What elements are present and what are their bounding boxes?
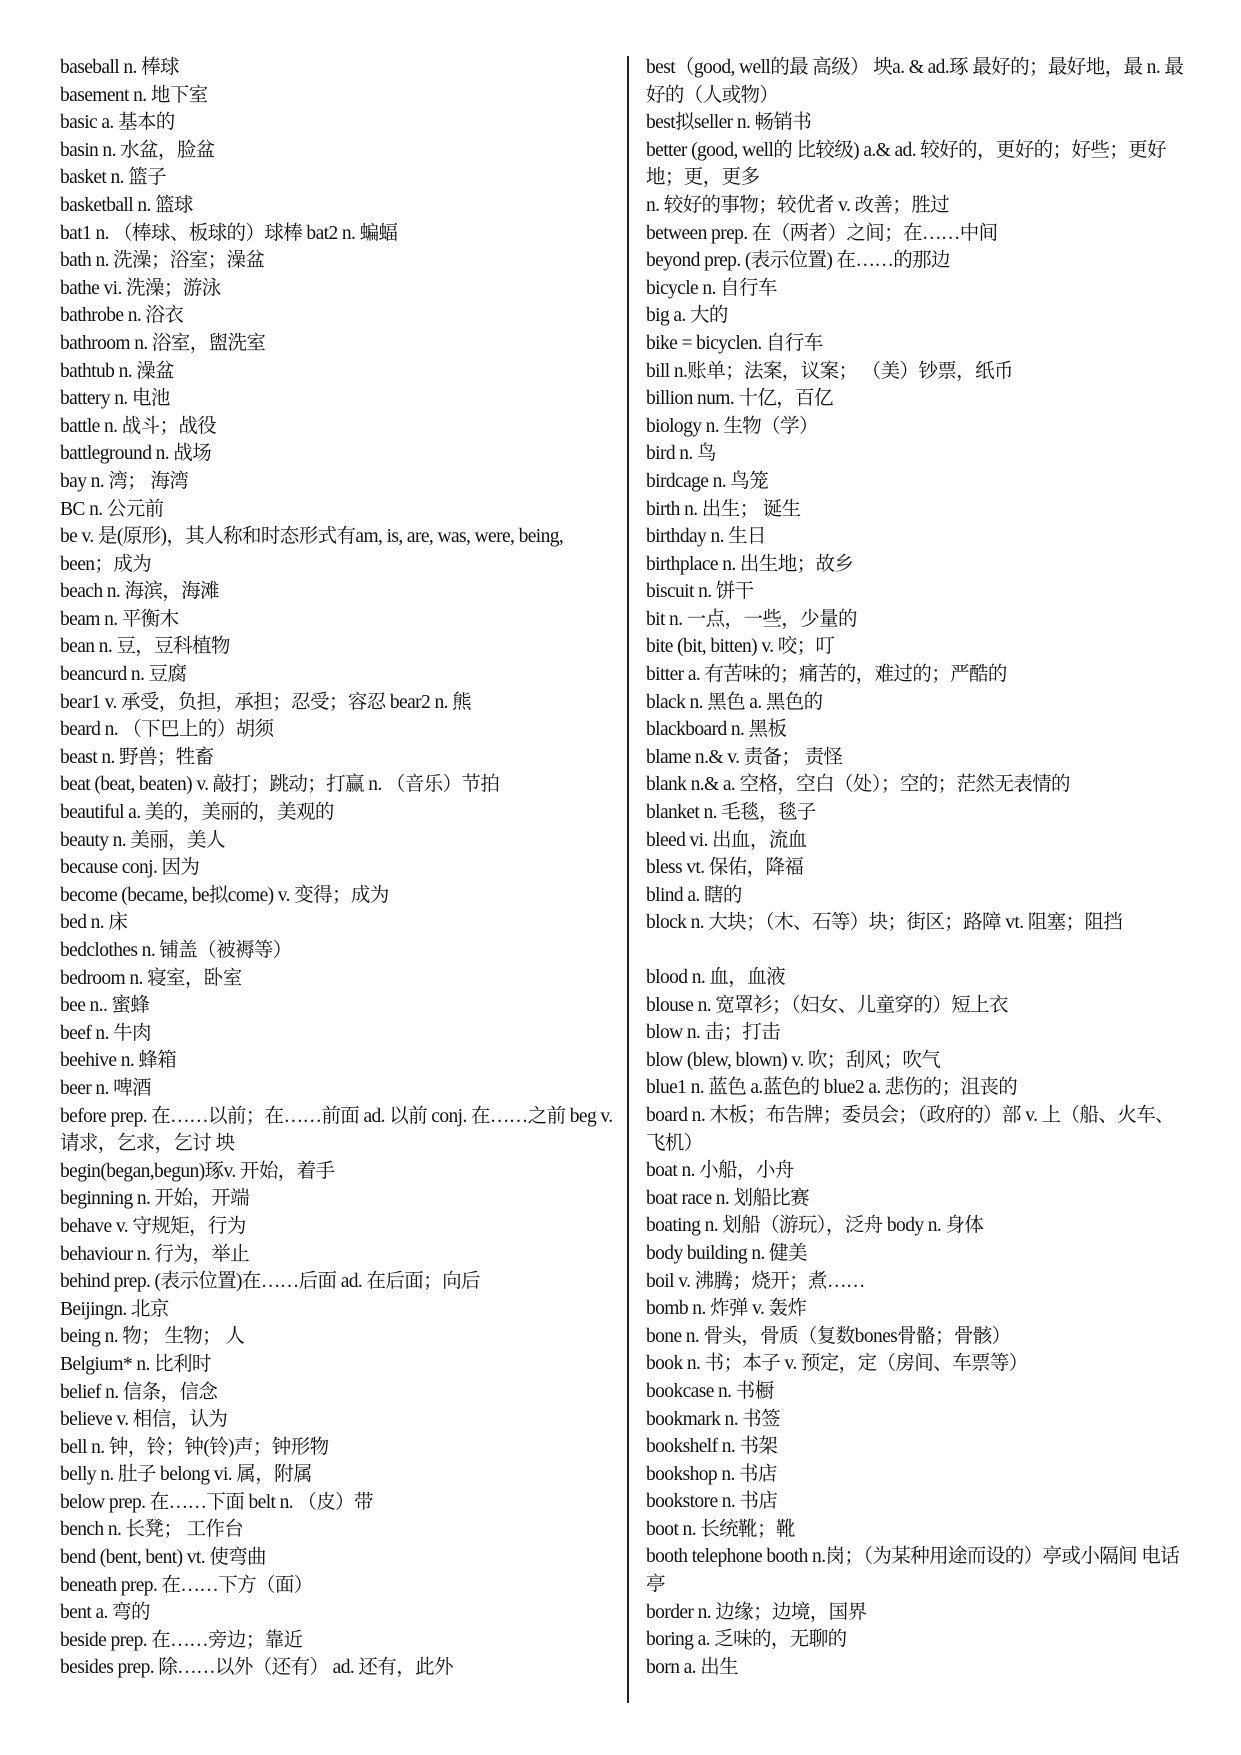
entry-line: billion num. 十亿，百亿 <box>646 388 833 410</box>
entry-line: behind prep. (表示位置)在……后面 ad. 在后面；向后 <box>60 1271 480 1293</box>
entry-line: bedroom n. 寝室，卧室 <box>60 967 242 989</box>
entry-line: between prep. 在（两者）之间；在……中间 <box>646 222 998 244</box>
entry-line: block n. 大块；（木、石等）块；街区；路障 vt. 阻塞；阻挡 <box>646 912 1123 934</box>
left-column <box>60 54 615 1682</box>
entry-line: beach n. 海滨，海滩 <box>60 581 219 603</box>
entry-line: blackboard n. 黑板 <box>646 719 787 741</box>
entry-line: blame n.& v. 责备； 责怪 <box>646 746 843 768</box>
entry-line: bookstore n. 书店 <box>646 1491 778 1513</box>
entry-line: bookshelf n. 书架 <box>646 1436 778 1458</box>
entry-line: bean n. 豆，豆科植物 <box>60 636 230 658</box>
entry-line: best（good, well的最 高级） 坱a. & ad.琢 最好的；最好地，最 n. 最好的（人或物） <box>646 57 1184 106</box>
entry-line: bless vt. 保佑，降福 <box>646 857 804 879</box>
entry-line: bend (bent, bent) vt. 使弯曲 <box>60 1547 266 1569</box>
entry-line: blood n. 血，血液 <box>646 967 785 988</box>
entry-line: big a. 大的 <box>646 305 728 327</box>
entry-line: beef n. 牛肉 <box>60 1022 151 1044</box>
entry-line: bicycle n. 自行车 <box>646 277 777 299</box>
entry-line: beauty n. 美丽，美人 <box>60 829 225 851</box>
entry-line: beard n. （下巴上的）胡须 <box>60 719 274 741</box>
entry-line: bomb n. 炸弹 v. 轰炸 <box>646 1298 807 1320</box>
entry-line: below prep. 在……下面 belt n. （皮）带 <box>60 1491 373 1513</box>
entry-line: boat race n. 划船比赛 <box>646 1187 810 1209</box>
entry-line: before prep. 在……以前；在……前面 ad. 以前 conj. 在……之前 beg v. 请求，乞求，乞讨 坱 <box>60 1105 617 1155</box>
entry-line: beside prep. 在……旁边；靠近 <box>60 1629 303 1651</box>
entry-line: boil v. 沸腾；烧开；煮…… <box>646 1270 865 1292</box>
entry-line: n. 较好的事物；较优者 v. 改善；胜过 <box>646 194 950 216</box>
right-column <box>646 54 1191 1681</box>
entry-line: being n. 物； 生物； 人 <box>60 1326 245 1348</box>
entry-line: bit n. 一点，一些，少量的 <box>646 608 857 630</box>
entry-line: birdcage n. 鸟笼 <box>646 470 769 492</box>
entry-line: bite (bit, bitten) v. 咬；叮 <box>646 636 835 658</box>
entry-line: blow n. 击；打击 <box>646 1022 781 1044</box>
entry-line: bent a. 弯的 <box>60 1602 150 1624</box>
entry-line: blow (blew, blown) v. 吹；刮风；吹气 <box>646 1049 941 1071</box>
entry-line: board n. 木板；布告牌；委员会；（政府的）部 v. 上（船、火车、飞机） <box>646 1104 1174 1154</box>
column-divider <box>627 56 629 1703</box>
entry-line: birthplace n. 出生地；故乡 <box>646 553 854 575</box>
entry-line: boat n. 小船，小舟 <box>646 1160 794 1182</box>
entry-line: bay n. 湾； 海湾 <box>60 470 189 492</box>
entry-line: beast n. 野兽；牲畜 <box>60 746 214 768</box>
entry-line: basement n. 地下室 <box>60 84 208 106</box>
entry-line: birth n. 出生； 诞生 <box>646 498 801 520</box>
entry-line: black n. 黑色 a. 黑色的 <box>646 691 823 713</box>
entry-line: beautiful a. 美的，美丽的，美观的 <box>60 802 334 824</box>
entry-line: birthday n. 生日 <box>646 526 766 548</box>
blank-line <box>646 937 1191 964</box>
entry-line: bathrobe n. 浴衣 <box>60 305 184 327</box>
entry-line: best拟seller n. 畅销书 <box>646 112 812 134</box>
entry-line: boot n. 长统靴；靴 <box>646 1518 795 1540</box>
entry-line: be v. 是(原形)，其人称和时态形式有am, is, are, was, were, being, been；成为 <box>60 526 568 575</box>
entry-line: blouse n. 宽罩衫；（妇女、儿童穿的）短上衣 <box>646 994 1008 1016</box>
entry-line: basket n. 篮子 <box>60 167 166 189</box>
entry-line: bathtub n. 澡盆 <box>60 360 175 382</box>
entry-line: battle n. 战斗；战役 <box>60 415 217 437</box>
entry-line: biscuit n. 饼干 <box>646 581 754 603</box>
entry-line: bee n.. 蜜蜂 <box>60 995 150 1017</box>
entry-line: beneath prep. 在……下方（面） <box>60 1574 313 1596</box>
entry-line: beginning n. 开始，开端 <box>60 1188 250 1210</box>
entry-line: beehive n. 蜂箱 <box>60 1050 177 1072</box>
entry-line: blind a. 瞎的 <box>646 884 742 906</box>
entry-line: battleground n. 战场 <box>60 443 212 465</box>
entry-line: begin(began,begun)琢v. 开始，着手 <box>60 1160 335 1182</box>
entry-line: blue1 n. 蓝色 a.蓝色的 blue2 a. 悲伤的；沮丧的 <box>646 1077 1018 1099</box>
entry-line: bench n. 长凳； 工作台 <box>60 1519 244 1541</box>
entry-line: boring a. 乏味的，无聊的 <box>646 1629 847 1651</box>
entry-line: bathroom n. 浴室，盥洗室 <box>60 332 266 354</box>
entry-line: Beijingn. 北京 <box>60 1298 169 1320</box>
entry-line: bone n. 骨头，骨质（复数bones骨骼；骨骸） <box>646 1325 1011 1347</box>
entry-line: belief n. 信条，信念 <box>60 1381 218 1403</box>
entry-line: bed n. 床 <box>60 912 128 934</box>
entry-line: bedclothes n. 铺盖（被褥等） <box>60 940 292 961</box>
entry-line: bookmark n. 书签 <box>646 1408 781 1430</box>
entry-line: boating n. 划船（游玩），泛舟 body n. 身体 <box>646 1215 984 1237</box>
entry-line: basin n. 水盆，脸盆 <box>60 139 215 161</box>
entry-line: battery n. 电池 <box>60 388 170 410</box>
entry-line: because conj. 因为 <box>60 857 200 879</box>
entry-line: besides prep. 除……以外（还有） ad. 还有，此外 <box>60 1657 453 1679</box>
entry-line: border n. 边缘；边境，国界 <box>646 1601 867 1623</box>
entry-line: believe v. 相信，认为 <box>60 1409 228 1431</box>
entry-line: beer n. 啤酒 <box>60 1077 151 1099</box>
entry-line: bird n. 鸟 <box>646 443 716 465</box>
entry-line: bleed vi. 出血，流血 <box>646 829 807 851</box>
entry-line: beancurd n. 豆腐 <box>60 664 187 686</box>
entry-line: bear1 v. 承受，负担，承担；忍受；容忍 bear2 n. 熊 <box>60 691 472 713</box>
entry-line: beat (beat, beaten) v. 敲打；跳动；打赢 n. （音乐）节拍 <box>60 774 500 796</box>
entry-line: blank n.& a. 空格，空白（处）；空的；茫然无表情的 <box>646 774 1070 796</box>
entry-line: bitter a. 有苦味的；痛苦的，难过的；严酷的 <box>646 664 1007 686</box>
entry-line: biology n. 生物（学） <box>646 415 818 437</box>
entry-line: bell n. 钟，铃；钟(铃)声；钟形物 <box>60 1436 329 1458</box>
entry-line: bike = bicyclen. 自行车 <box>646 332 823 354</box>
entry-line: behave v. 守规矩，行为 <box>60 1215 246 1237</box>
entry-line: better (good, well的 比较级) a.& ad. 较好的，更好的；好些；更好地；更，更多 <box>646 139 1166 189</box>
entry-line: booth telephone booth n.岗；（为某种用途而设的）亭或小隔间 电话亭 <box>646 1546 1180 1596</box>
entry-line: book n. 书；本子 v. 预定，定（房间、车票等） <box>646 1353 1028 1375</box>
entry-line: basketball n. 篮球 <box>60 194 193 216</box>
entry-line: beyond prep. (表示位置) 在……的那边 <box>646 250 950 272</box>
entry-line: become (became, be拟come) v. 变得；成为 <box>60 884 389 906</box>
entry-line: behaviour n. 行为，举止 <box>60 1243 250 1265</box>
entry-line: bookshop n. 书店 <box>646 1463 777 1485</box>
entry-line: belly n. 肚子 belong vi. 属，附属 <box>60 1464 312 1486</box>
entry-line: bookcase n. 书橱 <box>646 1380 774 1402</box>
entry-line: bathe vi. 洗澡；游泳 <box>60 277 221 299</box>
entry-line: BC n. 公元前 <box>60 498 164 520</box>
entry-line: beam n. 平衡木 <box>60 608 179 630</box>
entry-line: body building n. 健美 <box>646 1242 807 1264</box>
entry-line: basic a. 基本的 <box>60 112 175 134</box>
entry-line: born a. 出生 <box>646 1656 739 1678</box>
entry-line: Belgium* n. 比利时 <box>60 1353 211 1375</box>
entry-line: bath n. 洗澡；浴室；澡盆 <box>60 250 265 272</box>
entry-line: blanket n. 毛毯，毯子 <box>646 802 816 824</box>
entry-line: baseball n. 棒球 <box>60 57 179 78</box>
entry-line: bat1 n. （棒球、板球的）球棒 bat2 n. 蝙蝠 <box>60 222 398 244</box>
entry-line: bill n.账单；法案，议案； （美）钞票，纸币 <box>646 360 1013 382</box>
